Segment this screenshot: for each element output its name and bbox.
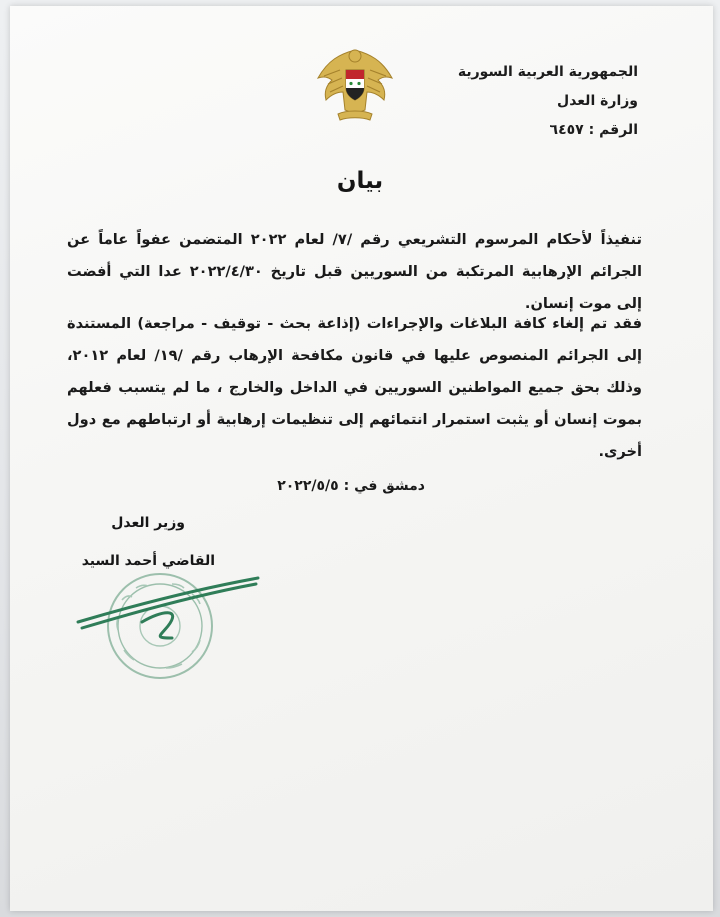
minister-title: وزير العدل: [111, 515, 185, 531]
official-stamp-signature: [72, 560, 272, 690]
syrian-eagle-emblem: [310, 40, 400, 130]
republic-name: الجمهورية العربية السورية: [457, 64, 638, 80]
paragraph-1: تنفيذاً لأحكام المرسوم التشريعي رقم /٧/ لعام ٢٠٢٢ المتضمن عفواً عاماً عن الجرائم الإرهابية المرتكبة من السوريين قبل تاريخ ٢٠٢٢/٤/٣٠ عدا التي أفضت إلى موت إنسان.: [67, 231, 642, 312]
paragraph-2: فقد تم إلغاء كافة البلاغات والإجراءات (إذاعة بحث - توقيف - مراجعة) المستندة إلى الجرائم المنصوص عليها في قانون مكافحة الإرهاب رقم /١٩/ لعام ٢٠١٢، وذلك بحق جميع المواطنين السوريين في الداخل والخارج ، ما لم يتسبب فعلهم بموت إنسان أو يثبت استمرار انتمائهم إلى تنظيمات إرهابية أو ارتباطهم مع دول أخرى.: [67, 315, 642, 460]
ministry-name: وزارة العدل: [557, 93, 638, 109]
reference-number: الرقم : ٦٤٥٧: [549, 122, 638, 138]
header-block: [458, 58, 638, 145]
date-line: دمشق في : ٢٠٢٢/٥/٥: [277, 478, 425, 494]
document-title: بيان: [336, 168, 384, 194]
minister-name: القاضي أحمد السيد: [81, 553, 215, 569]
